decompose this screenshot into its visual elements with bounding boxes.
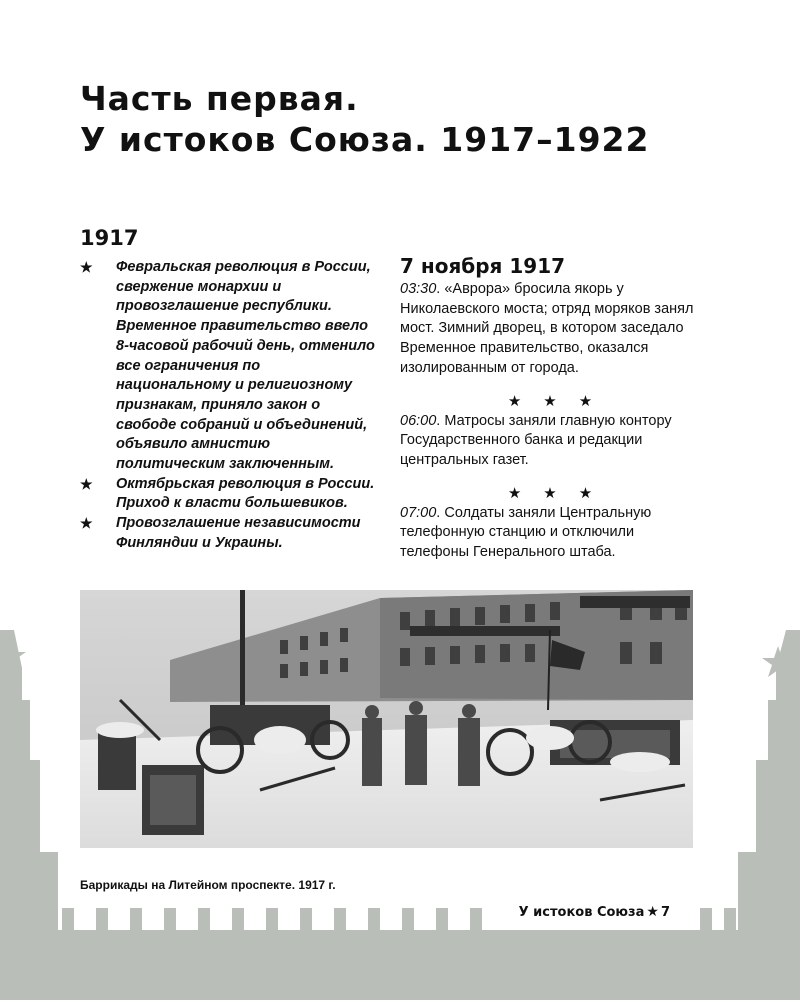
title-line-2: У истоков Союза. 1917–1922 bbox=[80, 120, 650, 159]
timeline-event bbox=[400, 280, 700, 379]
list-item-text: Провозглашение независимости Финляндии и Украины. bbox=[116, 515, 361, 551]
timeline bbox=[400, 280, 700, 563]
list-item bbox=[80, 514, 375, 553]
stars-divider: ★★★ bbox=[507, 484, 615, 502]
date-heading: 7 ноября 1917 bbox=[400, 254, 566, 278]
list-item-text: Февральская революция в России, свержение монархии и провозглашение республики. Временное правительство ввело 8-часовой рабочий день, отменило все ограничения по национальному и религиозному признакам, приняло закон о свободе собраний и объединений, объявило амнистию политическим заключенным. bbox=[116, 259, 375, 473]
list-item-text: Октябрьская революция в России. Приход к власти большевиков. bbox=[116, 475, 375, 512]
event-time: 06:00 bbox=[400, 412, 437, 429]
bullet-star-icon: ★ bbox=[80, 515, 93, 532]
photo-caption: Баррикады на Литейном проспекте. 1917 г. bbox=[80, 878, 336, 892]
page-title bbox=[80, 78, 650, 160]
events-1917-list bbox=[80, 258, 375, 554]
list-item bbox=[80, 258, 375, 475]
bullet-star-icon: ★ bbox=[80, 475, 93, 492]
barricades-photo bbox=[80, 590, 693, 848]
list-item bbox=[80, 475, 375, 514]
footer-star-icon: ★ bbox=[646, 904, 659, 920]
title-line-1: Часть первая. bbox=[80, 79, 359, 118]
event-time: 07:00 bbox=[400, 504, 437, 521]
event-text: . Солдаты заняли Центральную телефонную станцию и отключили телефоны Генерального штаба. bbox=[400, 504, 652, 561]
stars-divider: ★★★ bbox=[507, 392, 615, 410]
page-number: 7 bbox=[660, 905, 670, 920]
event-time: 03:30 bbox=[400, 281, 437, 297]
bullet-star-icon: ★ bbox=[80, 259, 93, 275]
event-text: . Матросы заняли главную контору Государственного банка и редакции центральных газет. bbox=[400, 412, 672, 468]
timeline-event bbox=[400, 412, 700, 471]
timeline-event bbox=[400, 504, 700, 563]
page-footer bbox=[519, 904, 670, 920]
event-text: . «Аврора» бросила якорь у Николаевского моста; отряд моряков занял мост. Зимний дворец, в котором заседало Временное правительство, оказался изолированным от города. bbox=[400, 281, 694, 376]
year-heading: 1917 bbox=[80, 226, 139, 250]
running-section-title: У истоков Союза bbox=[518, 905, 645, 920]
